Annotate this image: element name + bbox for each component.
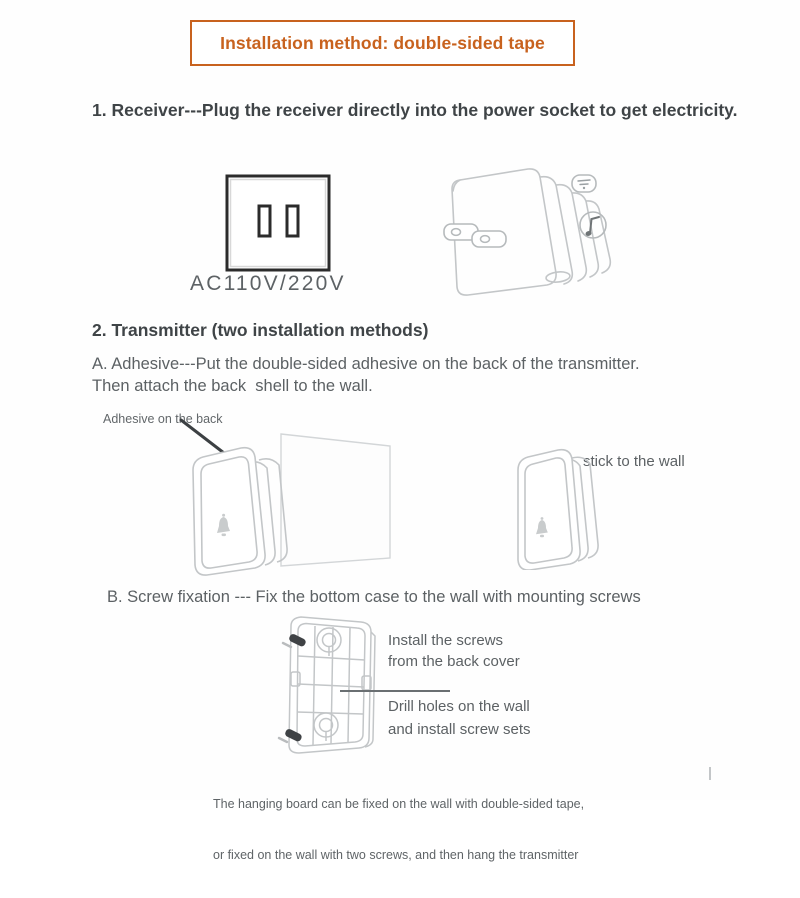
callout-install-screws-line-1: Install the screws [388,632,504,649]
method-b-line-1: B. Screw fixation --- Fix the bottom case to the wall with mounting screws [107,588,641,606]
callout-install-screws-line-2: from the back cover [388,653,520,670]
callout-leader-line [340,690,388,692]
step-1-heading: 1. Receiver---Plug the receiver directly into the power socket to get electricity. [92,100,738,120]
footnote-line-1: The hanging board can be fixed on the wall with double-sided tape, [213,797,585,811]
doorbell-transmitter-icon [175,418,425,578]
plug-in-receiver-icon [430,155,625,303]
socket-voltage-label: AC110V/220V [190,272,346,295]
step-2-heading: 2. Transmitter (two installation methods) [92,320,429,340]
page-mark-artifact [709,767,711,780]
footnote-line-2: or fixed on the wall with two screws, and then hang the transmitter [213,848,579,862]
stick-to-wall-annotation: stick to the wall [583,453,685,470]
adhesive-annotation: Adhesive on the back [103,412,223,426]
title-banner-text: Installation method: double-sided tape [220,32,545,53]
callout-drill-holes-line-2: and install screw sets [388,721,531,738]
callout-drill-holes-line-1: Drill holes on the wall [388,698,530,715]
footnote [213,762,584,898]
power-socket-icon [215,168,345,280]
method-a-line-1: A. Adhesive---Put the double-sided adhesive on the back of the transmitter. [92,355,640,373]
callout-underline [388,690,450,692]
doorbell-transmitter-icon-2 [510,440,630,570]
method-a-line-2: Then attach the back shell to the wall. [92,377,373,395]
title-banner [190,20,575,66]
